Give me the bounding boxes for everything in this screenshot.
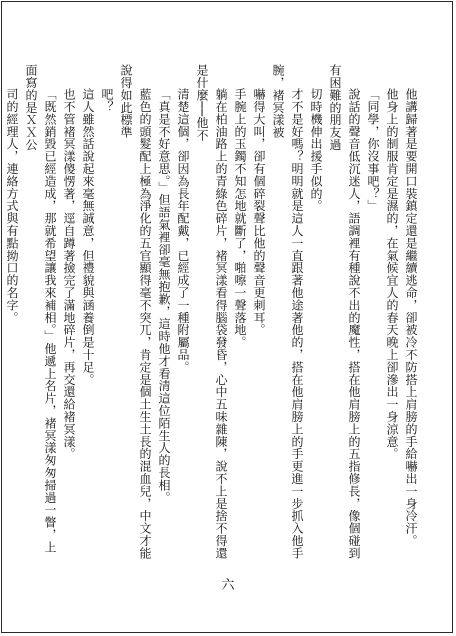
paragraph: 嚇得大叫，卻有個碎裂聲比他的聲音更刺耳。 (252, 88, 266, 336)
vertical-text-body (5, 64, 420, 564)
paragraph: 他身上的制服肯定是濕的，在氣候宜人的春天晚上卻滲出一身涼意。 (385, 88, 399, 460)
paragraph: 這人雖然話說起來毫無誠意，但禮貌與涵養倒是十足。 (81, 88, 95, 386)
paragraph: 說話的聲音低沉迷人，語調裡有種說不出的魔性，搭在他肩膀上的五指修長，像個碰到有困難的朋友過 (328, 64, 361, 560)
paragraph: 吧？ (100, 88, 114, 113)
paragraph: 手腕上的玉鐲不知怎地就斷了，啪嚓一聲落地。 (233, 88, 247, 349)
paragraph: 藍色的頭髮配上極為淨化的五官顯得毫不突兀，肯定是個土生土長的混血兒，中文才能說得如此標準 (119, 64, 152, 560)
paragraph: 切時機伸出援手似的。 (309, 88, 323, 212)
paragraph: 也不管褚冥漾傻愣著，逕自蹲著撿完了滿地碎片，再交還給褚冥漾。 (62, 88, 76, 460)
paragraph: 才不是好嗎？明明就是這人一直跟著他途著他的，搭在他肩膀上的手更進一步抓入他手腕，褚冥漾被 (271, 64, 304, 560)
paragraph: 司的經理人，連絡方式與有點拗口的名字。 (5, 88, 19, 324)
paragraph: 他講歸著是要開口裝鎮定還是繼續逃命，卻被冷不防搭上肩膀的手給嚇出一身冷汗。 (404, 88, 418, 547)
paragraph: 「既然銷毀已經造成，那就希望讓我來補相。」他遞上名片，褚冥漾匆匆掃過一瞥，上面寫的是ＸＸ公 (24, 64, 57, 554)
paragraph: 「同學，你沒事吧？」 (366, 88, 380, 212)
page-number: 六 (221, 578, 235, 593)
paragraph: 「真是不好意思。」但語氣裡卻毫無抱歉，這時他才看清這位陌生人的長相。 (157, 88, 171, 504)
paragraph: 清楚這個，卻因為長年配戴，已經成了一種附屬品。 (176, 88, 190, 374)
paragraph: 躺在柏油路上的青綠色碎片，褚冥漾看得腦袋發昏，心中五味雜陳，說不上是捨不得還是什麼──他不 (195, 64, 228, 560)
